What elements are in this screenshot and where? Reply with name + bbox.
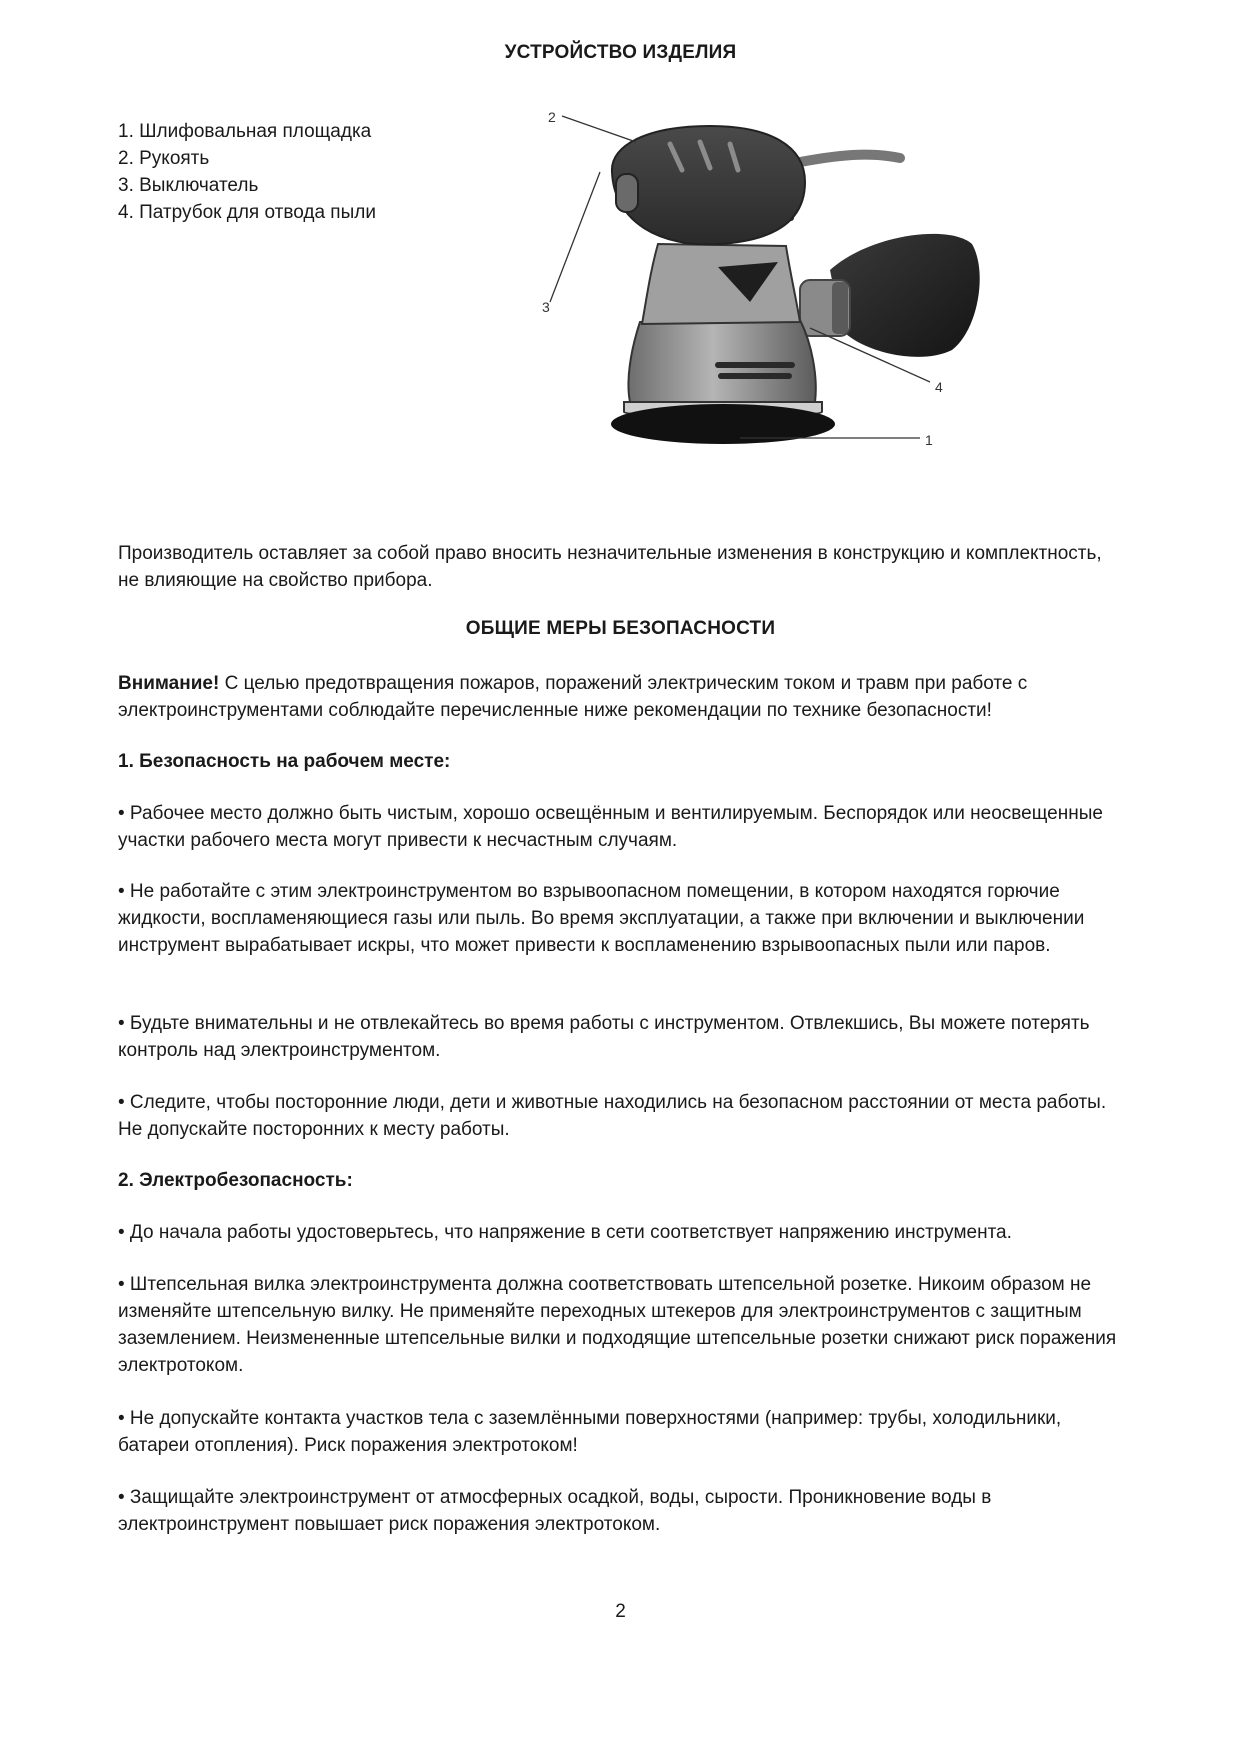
motor-housing [628,320,815,402]
parts-list [118,118,376,226]
power-cord [790,155,900,164]
sander-illustration [542,109,980,508]
workplace-item: • Рабочее место должно быть чистым, хорошо освещённым и вентилируемым. Беспорядок или неосвещенные участки рабочего места могут привести к несчастным случаям. [118,803,1103,851]
electrical-item: • Штепсельная вилка электроинструмента должна соответствовать штепсельной розетке. Никоим образом не изменяйте штепсельную вилку. Не применяйте переходных штекеров для электроинструментов с защитным заземлением. Неизмененные штепсельные вилки и подходящие штепсельные розетки снижают риск поражения электротоком. [118,1274,1117,1376]
workplace-item: • Не работайте с этим электроинструментом во взрывоопасном помещении, в котором находятся горючие жидкости, воспламеняющиеся газы или пыль. Во время эксплуатации, а также при включении и выключении инструмент вырабатывает искры, что может привести к воспламенению взрывоопасных пыли или паров. [118,881,1085,956]
warning-label: Внимание! [118,673,220,694]
switch [616,174,638,212]
warning-text: С целью предотвращения пожаров, поражений электрическим током и травм при работе с электроинструментами соблюдайте перечисленные ниже рекомендации по технике безопасности! [118,673,1028,721]
part-item-sanding-pad: 1. Шлифовальная площадка [118,121,372,142]
workplace-item: • Будьте внимательны и не отвлекайтесь во время работы с инструментом. Отвлекшись, Вы можете потерять контроль над электроинструментом. [118,1013,1090,1061]
electrical-title: 2. Электробезопасность: [118,1170,353,1191]
warning-paragraph [118,670,1128,724]
page-number: 2 [615,1601,626,1622]
dust-bag [830,234,980,357]
figure-label-2: 2 [548,109,556,125]
part-item-dust-port: 4. Патрубок для отвода пыли [118,202,376,223]
figure-label-3: 3 [542,299,550,315]
part-item-handle: 2. Рукоять [118,148,210,169]
part-item-switch: 3. Выключатель [118,175,259,196]
electrical-item: • Защищайте электроинструмент от атмосферных осадкой, воды, сырости. Проникновение воды в электроинструмент повышает риск поражения электротоком. [118,1487,992,1535]
electrical-item: • До начала работы удостоверьтесь, что напряжение в сети соответствует напряжению инструмента. [118,1222,1012,1243]
workplace-title: 1. Безопасность на рабочем месте: [118,751,451,772]
handle [612,126,805,244]
safety-heading: ОБЩИЕ МЕРЫ БЕЗОПАСНОСТИ [465,618,776,639]
device-heading: УСТРОЙСТВО ИЗДЕЛИЯ [504,42,737,63]
figure-label-1: 1 [925,432,933,448]
figure-label-4: 4 [935,379,943,395]
workplace-item: • Следите, чтобы посторонние люди, дети и животные находились на безопасном расстоянии от места работы. Не допускайте посторонних к месту работы. [118,1092,1107,1140]
manufacturer-note: Производитель оставляет за собой право вносить незначительные изменения в конструкцию и комплектность, не влияющие на свойство прибора. [118,543,1102,591]
electrical-item: • Не допускайте контакта участков тела с заземлёнными поверхностями (например: трубы, холодильники, батареи отопления). Риск поражения электротоком! [118,1408,1062,1456]
